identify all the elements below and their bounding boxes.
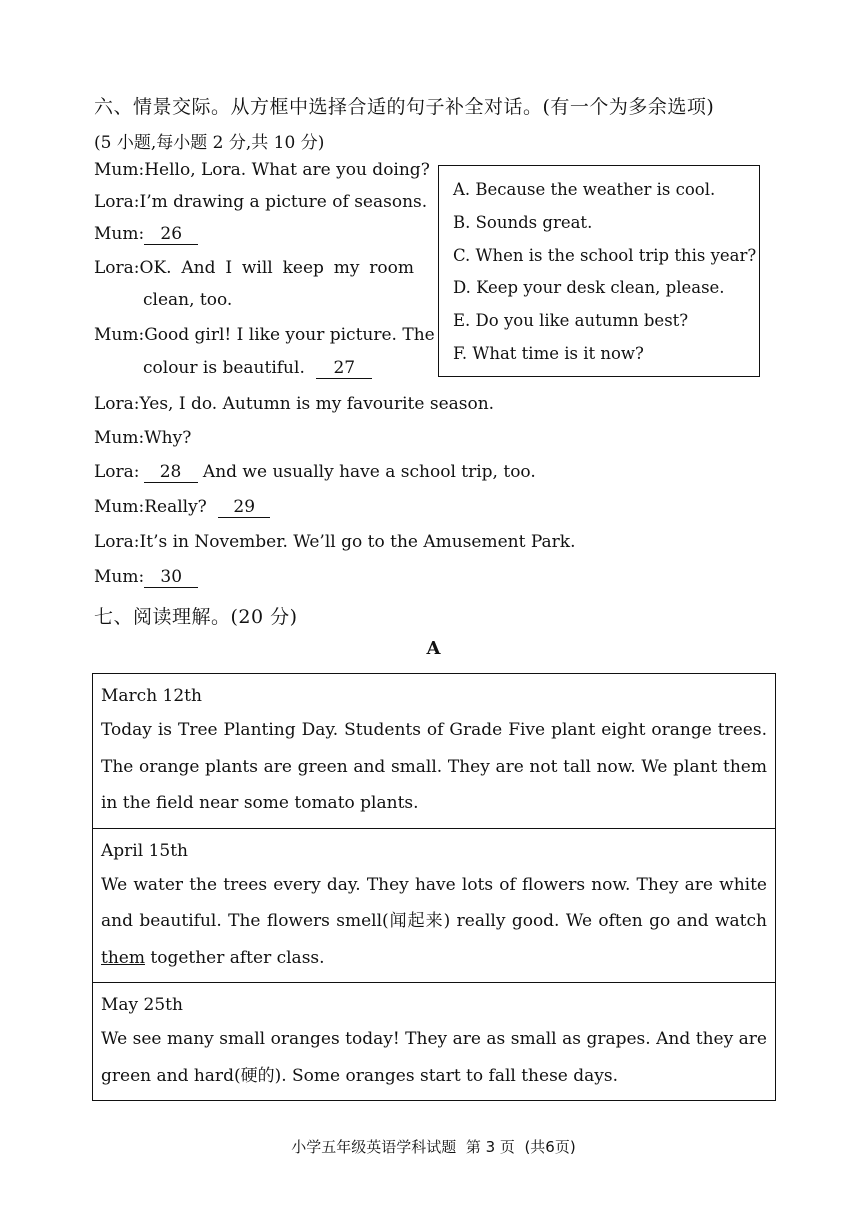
entry-text xyxy=(101,867,767,977)
speaker: Lora: xyxy=(94,394,140,414)
answer-blank-29[interactable]: 29 xyxy=(218,498,270,518)
speaker: Lora: xyxy=(94,532,140,552)
answer-blank-30[interactable]: 30 xyxy=(144,568,198,588)
entry-date: March 12th xyxy=(101,686,202,706)
answer-blank-28[interactable]: 28 xyxy=(144,463,198,483)
underlined-word: them xyxy=(101,947,145,968)
diary-entry xyxy=(93,982,775,1100)
dialogue-line-continued: clean, too. xyxy=(143,290,233,310)
diary-table xyxy=(92,673,776,1101)
speaker: Mum: xyxy=(94,160,145,180)
speaker: Mum: xyxy=(94,497,145,517)
dialogue-line xyxy=(94,192,427,212)
option-b: B. Sounds great. xyxy=(453,213,593,232)
speaker: Mum: xyxy=(94,224,145,244)
page-footer: 小学五年级英语学科试题 第 3 页 (共6页) xyxy=(291,1138,576,1156)
dialogue-line xyxy=(94,325,435,345)
entry-date: May 25th xyxy=(101,995,183,1015)
answer-blank-27[interactable]: 27 xyxy=(316,359,372,379)
diary-entry xyxy=(93,674,775,828)
dialogue-text: I’m drawing a picture of seasons. xyxy=(139,192,428,212)
speaker: Lora: xyxy=(94,462,140,482)
dialogue-line xyxy=(94,224,198,245)
entry-text: Today is Tree Planting Day. Students of Grade Five plant eight orange trees. The orange plants are green and small. They are not tall now. We plant them in the field near some tomato plants. xyxy=(101,720,767,813)
dialogue-line xyxy=(94,394,494,414)
entry-text: We see many small oranges today! They are as small as grapes. And they are green and hard(硬的). Some oranges start to fall these days. xyxy=(101,1029,767,1086)
speaker: Lora: xyxy=(94,258,140,278)
speaker: Mum: xyxy=(94,567,145,587)
dialogue-text: It’s in November. We’ll go to the Amusement Park. xyxy=(139,532,576,552)
dialogue-line xyxy=(94,497,270,518)
dialogue-text: Yes, I do. Autumn is my favourite season. xyxy=(139,394,495,414)
option-f: F. What time is it now? xyxy=(453,344,644,363)
option-a: A. Because the weather is cool. xyxy=(453,180,716,199)
section-6-subtitle: (5 小题,每小题 2 分,共 10 分) xyxy=(94,133,325,153)
dialogue-text: Why? xyxy=(144,428,192,448)
dialogue-line-continued xyxy=(143,358,372,379)
dialogue-text: colour is beautiful. xyxy=(143,358,305,378)
dialogue-line xyxy=(94,160,430,180)
dialogue-text: And we usually have a school trip, too. xyxy=(202,462,536,482)
dialogue-line xyxy=(94,428,191,448)
speaker: Lora: xyxy=(94,192,140,212)
speaker: Mum: xyxy=(94,325,145,345)
diary-entry xyxy=(93,828,775,983)
dialogue-text: Hello, Lora. What are you doing? xyxy=(144,160,430,180)
section-6-title: 六、情景交际。从方框中选择合适的句子补全对话。(有一个为多余选项) xyxy=(94,96,715,118)
passage-label: A xyxy=(426,638,441,659)
option-d: D. Keep your desk clean, please. xyxy=(453,278,725,297)
entry-text-part: together after class. xyxy=(144,947,325,968)
option-c: C. When is the school trip this year? xyxy=(453,246,757,265)
entry-date: April 15th xyxy=(101,840,188,861)
dialogue-text: OK. And I will keep my room xyxy=(139,258,414,278)
dialogue-line xyxy=(94,462,536,483)
entry-text-part: We water the trees every day. They have lots of flowers now. They are white and beautiful. The flowers smell(闻起来) really good. We often go and watch xyxy=(101,874,767,931)
option-e: E. Do you like autumn best? xyxy=(453,311,689,330)
answer-blank-26[interactable]: 26 xyxy=(144,225,198,245)
dialogue-line xyxy=(94,532,576,552)
dialogue-text: Really? xyxy=(144,497,207,517)
section-7-title: 七、阅读理解。(20 分) xyxy=(94,606,298,628)
speaker: Mum: xyxy=(94,428,145,448)
options-box xyxy=(438,165,760,377)
dialogue-line xyxy=(94,567,198,588)
dialogue-text: Good girl! I like your picture. The xyxy=(144,325,435,345)
dialogue-line xyxy=(94,258,414,278)
